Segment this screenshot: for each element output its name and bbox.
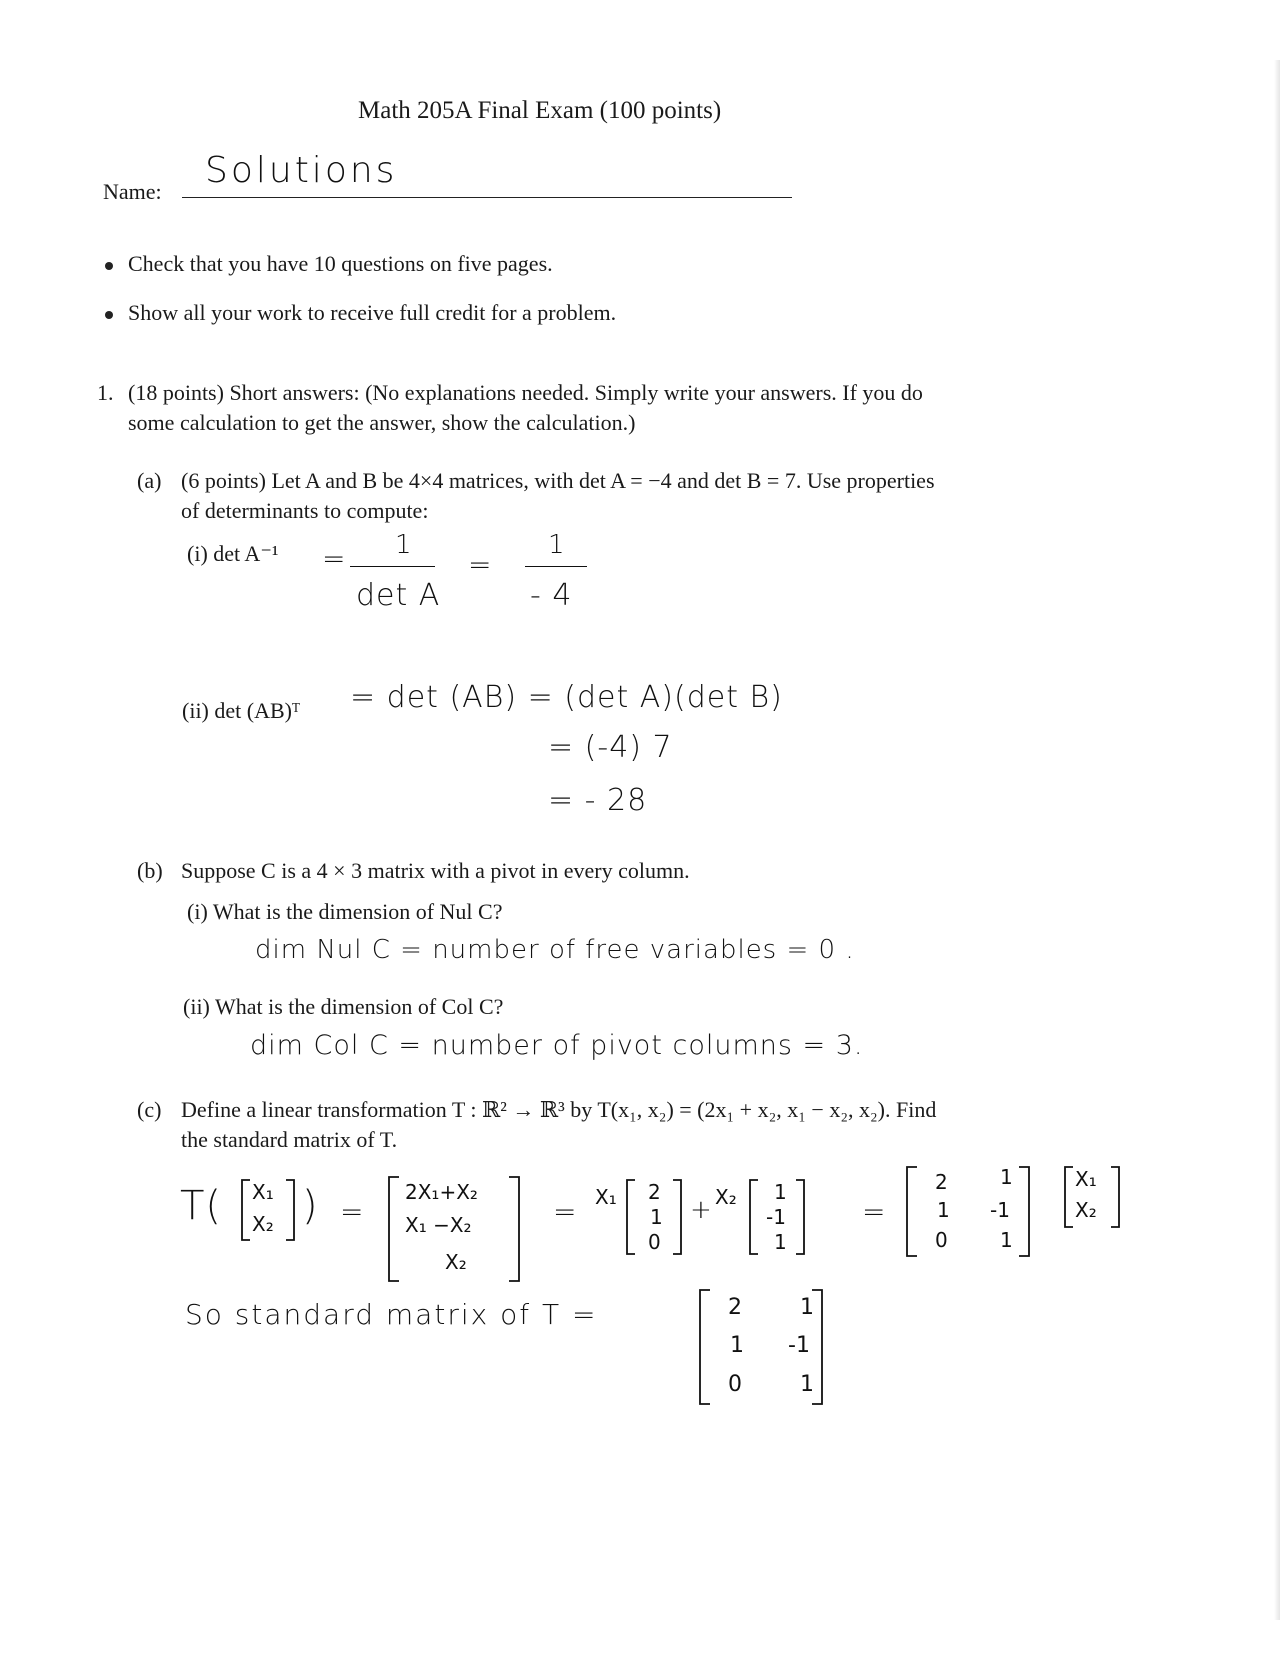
- q1a-ii-line2: = (-4) 7: [548, 730, 673, 765]
- q1-intro-line2: some calculation to get the answer, show the calculation.): [128, 410, 636, 435]
- q1a-i-eq1: =: [322, 542, 347, 575]
- q1b-ii-answer: dim Col C = number of pivot columns = 3.: [250, 1030, 864, 1061]
- q1c-t-close: ): [302, 1183, 319, 1229]
- q1-number: 1.: [97, 380, 114, 405]
- q1c-conclusion: So standard matrix of T =: [185, 1298, 598, 1331]
- q1c-col2-1: -1: [766, 1205, 786, 1229]
- q1c-t-open: T(: [180, 1183, 223, 1229]
- q1c-col1-1: 1: [650, 1205, 663, 1229]
- name-value: Solutions: [205, 150, 398, 191]
- q1a-i-label: (i) det A⁻¹: [187, 541, 279, 566]
- q1a-ii-label: (ii) det (AB)ᵀ: [182, 698, 300, 723]
- q1c-eq3: =: [862, 1195, 887, 1228]
- q1c-col1-0: 2: [648, 1180, 661, 1204]
- q1c-final-r3c1: 0: [728, 1372, 742, 1397]
- page-edge: [1274, 60, 1280, 1620]
- q1a-label: (a): [137, 468, 162, 493]
- q1a-i-frac2: [525, 566, 587, 567]
- q1c-final-r3c2: 1: [800, 1372, 814, 1397]
- q1c-col2-2: 1: [774, 1230, 787, 1254]
- q1c-final-r1c2: 1: [800, 1295, 814, 1320]
- q1c-final-r2c2: -1: [788, 1333, 810, 1358]
- q1a-i-eq2: =: [468, 548, 493, 581]
- q1c-matrix-brackets: [905, 1165, 1035, 1260]
- q1a-line2: of determinants to compute:: [181, 498, 429, 523]
- q1a-i-num2: 1: [548, 530, 566, 560]
- bullet-1: [105, 262, 113, 270]
- q1b-label: (b): [137, 858, 163, 883]
- q1c-matrix-r2c2: -1: [990, 1198, 1010, 1222]
- q1a-ii-line1: = det (AB) = (det A)(det B): [350, 680, 783, 715]
- q1a-line1: (6 points) Let A and B be 4×4 matrices, with det A = −4 and det B = 7. Use properties: [181, 468, 935, 493]
- q1a-i-den1: det A: [356, 578, 441, 613]
- q1c-matrix-r2c1: 1: [937, 1198, 950, 1222]
- q1c-final-x2: X₂: [1075, 1198, 1097, 1222]
- q1c-eq2: =: [553, 1195, 578, 1228]
- q1c-plus: +: [690, 1195, 713, 1225]
- q1c-col2-0: 1: [774, 1180, 787, 1204]
- q1c-label: (c): [137, 1097, 162, 1122]
- q1b-i-question: (i) What is the dimension of Nul C?: [187, 899, 503, 924]
- q1c-line1: Define a linear transformation T : ℝ² → ℝ³ by T(x₁, x₂) = (2x₁ + x₂, x₁ − x₂, x₂). Find: [181, 1097, 937, 1122]
- q1b-i-answer: dim Nul C = number of free variables = 0 .: [255, 935, 855, 965]
- name-label: Name:: [103, 179, 162, 204]
- instruction-1: Check that you have 10 questions on five pages.: [128, 251, 553, 276]
- q1c-matrix-r3c2: 1: [1000, 1228, 1013, 1252]
- q1c-image-row1: 2X₁+X₂: [405, 1180, 478, 1204]
- q1c-matrix-r1c1: 2: [935, 1170, 948, 1194]
- q1c-matrix-r1c2: 1: [1000, 1165, 1013, 1189]
- q1b-ii-question: (ii) What is the dimension of Col C?: [183, 994, 504, 1019]
- q1a-i-num1: 1: [395, 530, 413, 560]
- q1b-text: Suppose C is a 4 × 3 matrix with a pivot in every column.: [181, 858, 690, 883]
- q1c-line2: the standard matrix of T.: [181, 1127, 398, 1152]
- q1c-final-r2c1: 1: [730, 1333, 744, 1358]
- q1-intro-line1: (18 points) Short answers: (No explanations needed. Simply write your answers. If you do: [128, 380, 923, 405]
- q1c-final-r1c1: 2: [728, 1295, 742, 1320]
- q1c-input-x1: X₁: [252, 1180, 274, 1204]
- exam-title: Math 205A Final Exam (100 points): [358, 97, 722, 124]
- q1c-final-x1: X₁: [1075, 1167, 1097, 1191]
- q1a-i-den2: - 4: [530, 578, 573, 613]
- q1c-image-row3: X₂: [445, 1250, 467, 1274]
- q1a-i-frac1: [350, 566, 435, 567]
- q1c-coef1: X₁: [595, 1185, 617, 1209]
- q1c-image-row2: X₁ −X₂: [405, 1213, 472, 1237]
- q1c-matrix-r3c1: 0: [935, 1228, 948, 1252]
- q1c-coef2: X₂: [715, 1185, 737, 1209]
- instruction-2: Show all your work to receive full credit for a problem.: [128, 300, 617, 325]
- q1a-ii-line3: = - 28: [548, 783, 648, 818]
- bullet-2: [105, 311, 113, 319]
- q1c-input-x2: X₂: [252, 1212, 274, 1236]
- q1c-eq1: =: [340, 1195, 365, 1228]
- q1c-col1-2: 0: [648, 1230, 661, 1254]
- name-underline: [182, 197, 792, 198]
